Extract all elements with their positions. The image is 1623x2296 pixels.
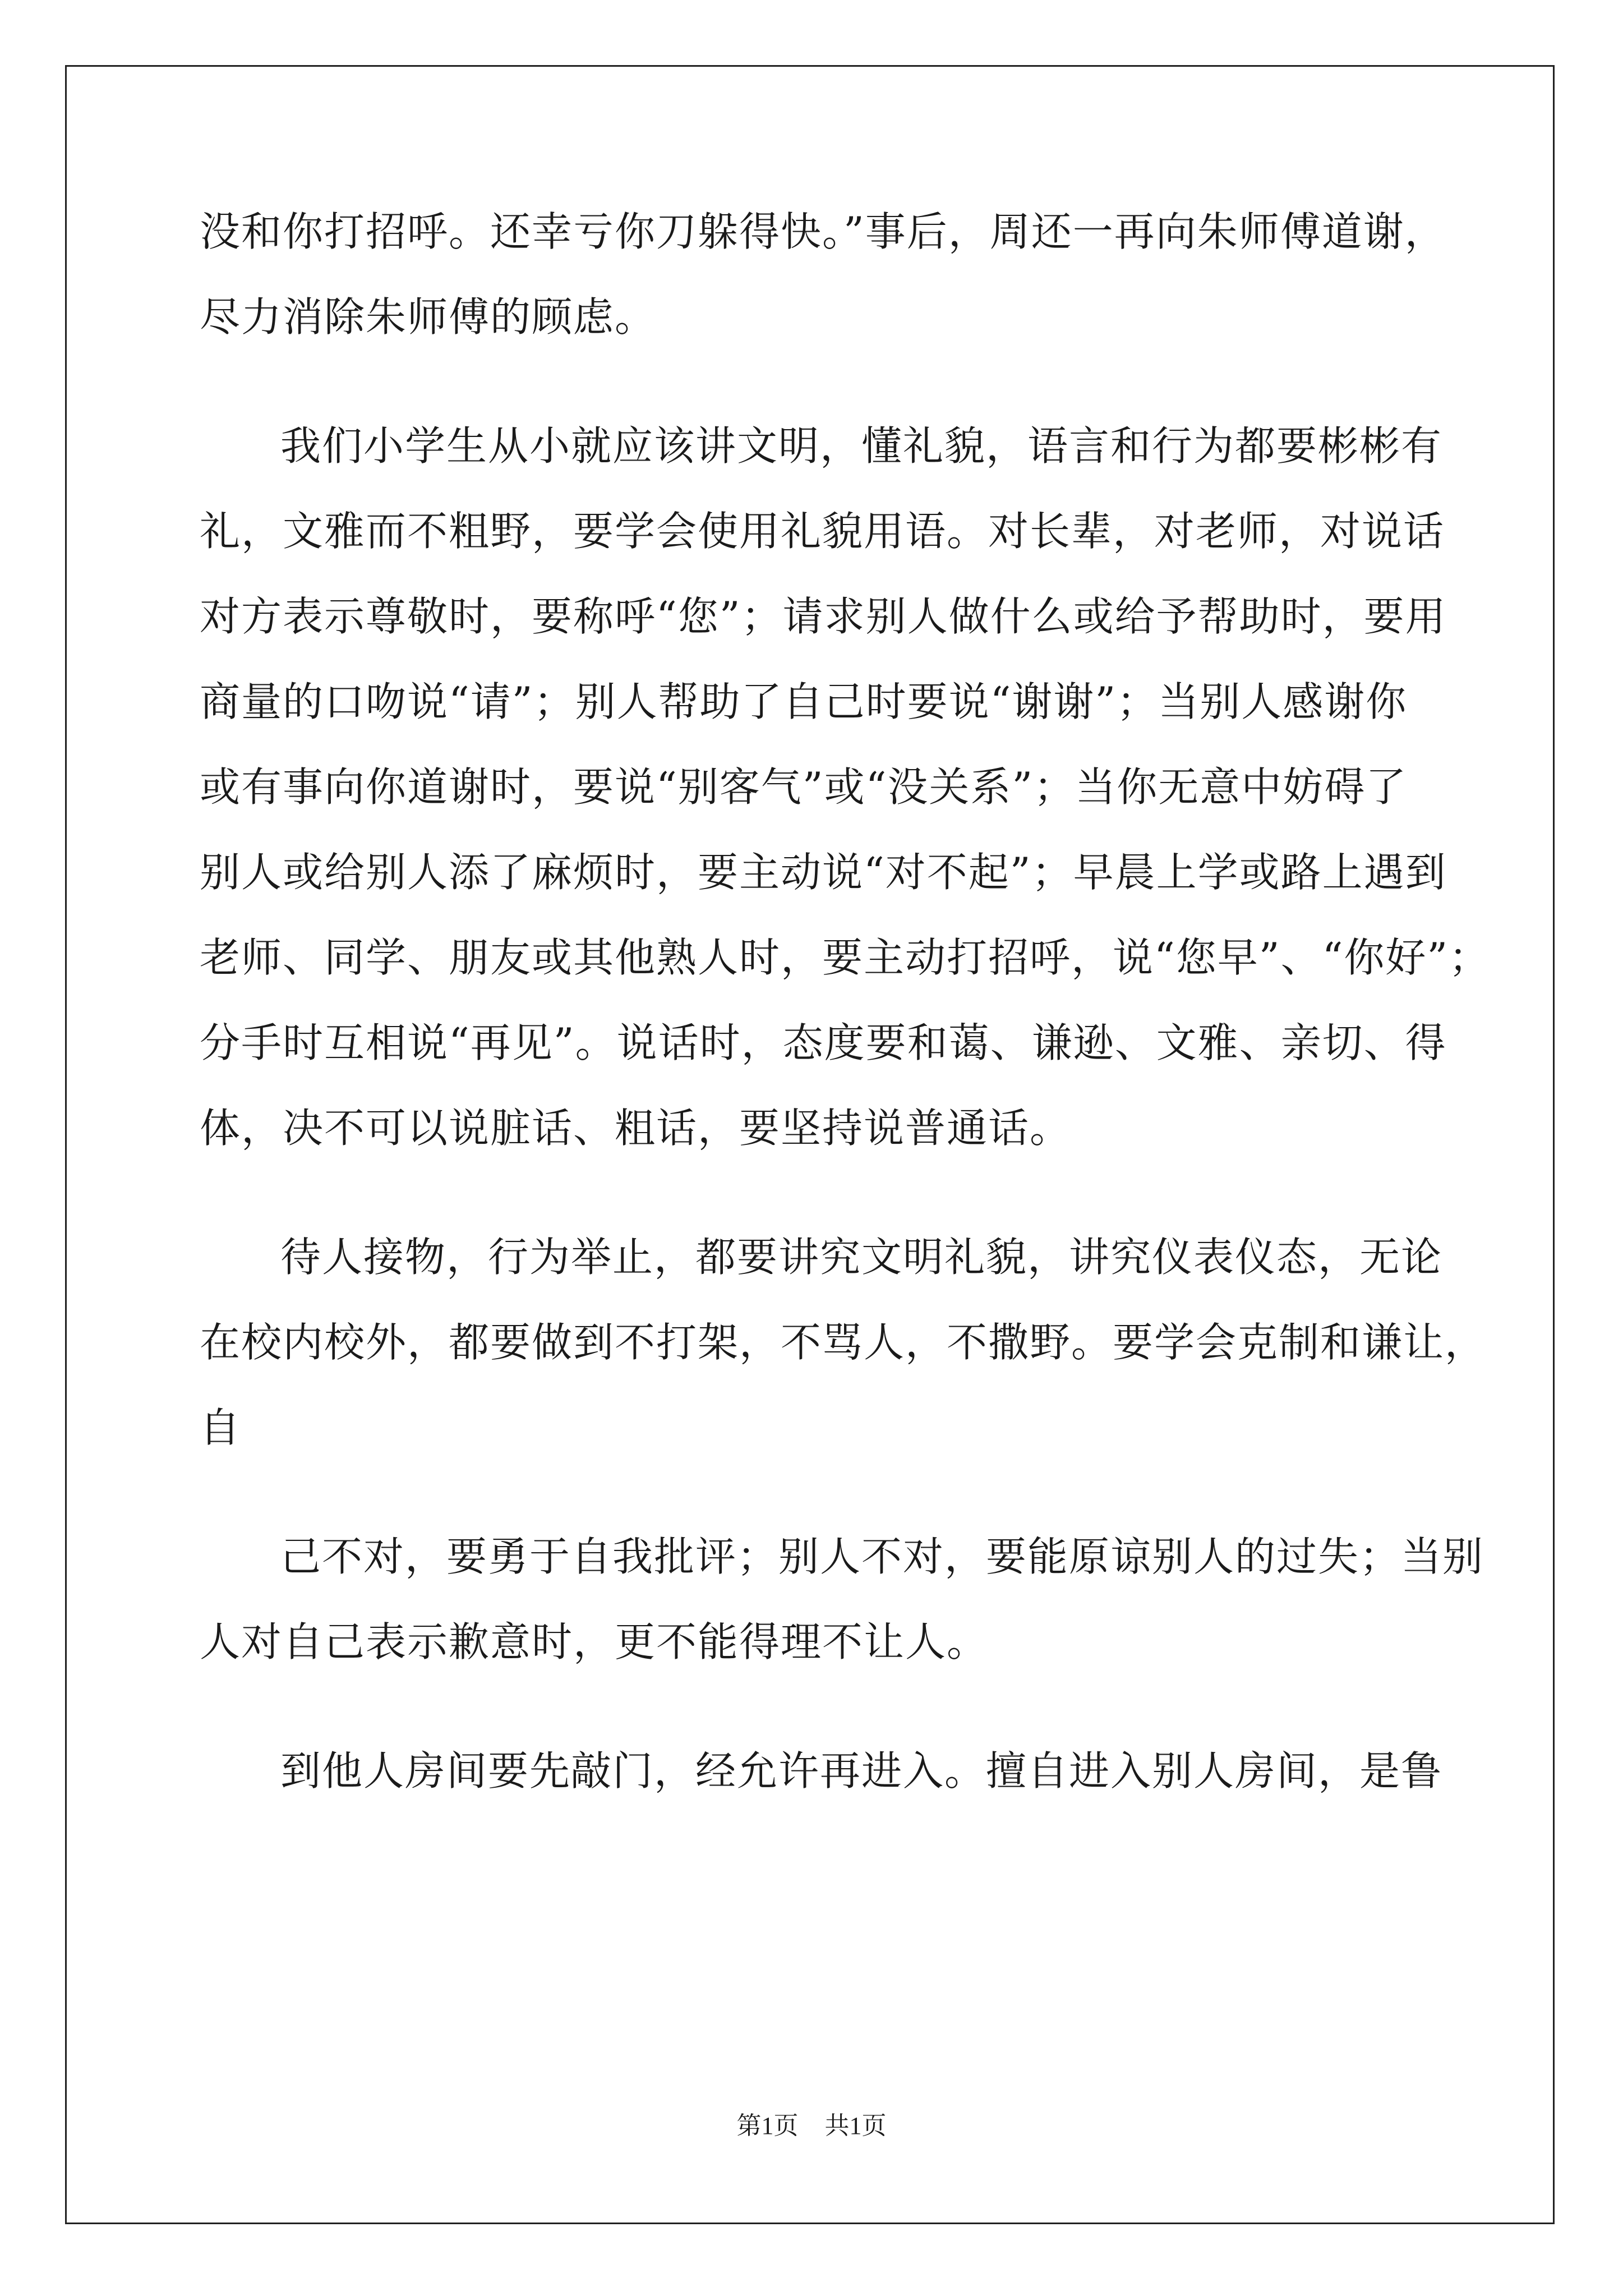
text-line: 老师、同学、朋友或其他熟人时，要主动打招呼，说“您早”、“你好”；	[200, 934, 1491, 981]
paragraph-first-line: 己不对，要勇于自我批评；别人不对，要能原谅别人的过失；当别	[280, 1533, 1484, 1580]
text-line: 别人或给别人添了麻烦时，要主动说“对不起”；早晨上学或路上遇到	[200, 849, 1447, 896]
text-line: 对方表示尊敬时，要称呼“您”；请求别人做什么或给予帮助时，要用	[200, 593, 1447, 640]
paragraph-first-line: 到他人房间要先敲门，经允许再进入。擅自进入别人房间，是鲁	[280, 1747, 1443, 1795]
text-line: 礼，文雅而不粗野，要学会使用礼貌用语。对长辈，对老师，对说话	[200, 508, 1445, 555]
text-line: 人对自己表示歉意时，更不能得理不让人。	[200, 1618, 989, 1665]
paragraph-first-line: 我们小学生从小就应该讲文明，懂礼貌，语言和行为都要彬彬有	[280, 422, 1443, 470]
text-line: 没和你打招呼。还幸亏你刀躲得快。”事后，周还一再向朱师傅道谢，	[200, 208, 1446, 255]
page-footer	[0, 2110, 1623, 2142]
text-line: 体，决不可以说脏话、粗话，要坚持说普通话。	[200, 1105, 1072, 1152]
text-line: 尽力消除朱师傅的顾虑。	[200, 293, 657, 341]
text-line: 分手时互相说“再见”。说话时，态度要和蔼、谦逊、文雅、亲切、得	[200, 1019, 1447, 1066]
page-number-total: 共1页	[824, 2112, 887, 2139]
text-line: 自	[200, 1404, 242, 1451]
text-line: 商量的口吻说“请”；别人帮助了自己时要说“谢谢”；当别人感谢你	[200, 678, 1408, 725]
text-line: 在校内校外，都要做到不打架，不骂人，不撒野。要学会克制和谦让，	[200, 1319, 1487, 1366]
text-line: 或有事向你道谢时，要说“别客气”或“没关系”；当你无意中妨碍了	[200, 763, 1408, 811]
page-number-current: 第1页	[736, 2112, 799, 2139]
paragraph-first-line: 待人接物，行为举止，都要讲究文明礼貌，讲究仪表仪态，无论	[280, 1234, 1443, 1281]
